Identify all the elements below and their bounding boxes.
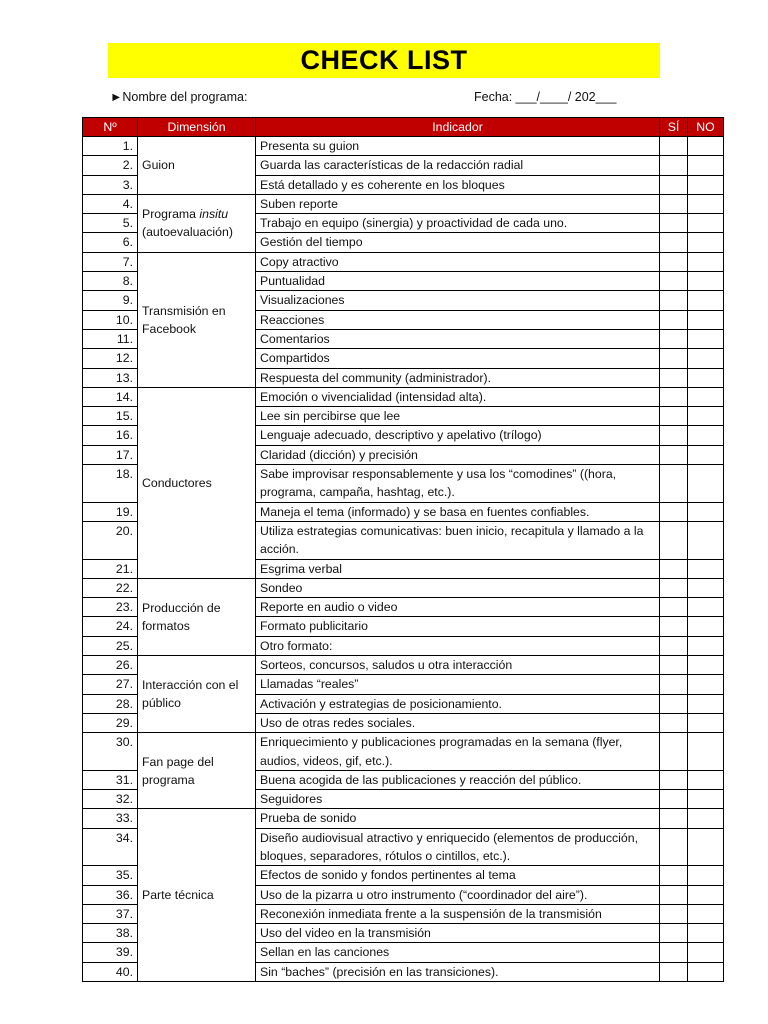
yes-checkbox-cell[interactable]	[660, 310, 688, 329]
no-checkbox-cell[interactable]	[688, 656, 724, 675]
indicator-text: Emoción o vivencialidad (intensidad alta).	[256, 387, 660, 406]
indicator-text: Presenta su guion	[256, 137, 660, 156]
indicator-text: Buena acogida de las publicaciones y reacción del público.	[256, 770, 660, 789]
yes-checkbox-cell[interactable]	[660, 828, 688, 866]
yes-checkbox-cell[interactable]	[660, 924, 688, 943]
table-row	[83, 194, 724, 213]
row-number: 2.	[83, 156, 138, 175]
no-checkbox-cell[interactable]	[688, 636, 724, 655]
no-checkbox-cell[interactable]	[688, 617, 724, 636]
row-number: 4.	[83, 194, 138, 213]
yes-checkbox-cell[interactable]	[660, 272, 688, 291]
row-number: 33.	[83, 809, 138, 828]
indicator-text: Reporte en audio o video	[256, 598, 660, 617]
indicator-text: Sorteos, concursos, saludos u otra interacción	[256, 656, 660, 675]
dimension-label: Producción de formatos	[142, 600, 221, 633]
indicator-text: Llamadas “reales”	[256, 675, 660, 694]
no-checkbox-cell[interactable]	[688, 828, 724, 866]
yes-checkbox-cell[interactable]	[660, 694, 688, 713]
row-number: 21.	[83, 559, 138, 578]
no-checkbox-cell[interactable]	[688, 904, 724, 923]
indicator-text: Seguidores	[256, 790, 660, 809]
row-number: 16.	[83, 426, 138, 445]
no-checkbox-cell[interactable]	[688, 770, 724, 789]
yes-checkbox-cell[interactable]	[660, 407, 688, 426]
no-checkbox-cell[interactable]	[688, 578, 724, 597]
table-row	[83, 387, 724, 406]
row-number: 24.	[83, 617, 138, 636]
no-checkbox-cell[interactable]	[688, 465, 724, 503]
table-row	[83, 578, 724, 597]
no-checkbox-cell[interactable]	[688, 252, 724, 271]
row-number: 18.	[83, 465, 138, 503]
indicator-text: Suben reporte	[256, 194, 660, 213]
row-number: 36.	[83, 885, 138, 904]
indicator-text: Reacciones	[256, 310, 660, 329]
indicator-text: Otro formato:	[256, 636, 660, 655]
no-checkbox-cell[interactable]	[688, 866, 724, 885]
yes-checkbox-cell[interactable]	[660, 214, 688, 233]
row-number: 27.	[83, 675, 138, 694]
no-checkbox-cell[interactable]	[688, 214, 724, 233]
no-checkbox-cell[interactable]	[688, 407, 724, 426]
header-indicator: Indicador	[256, 118, 660, 137]
row-number: 25.	[83, 636, 138, 655]
table-row	[83, 137, 724, 156]
yes-checkbox-cell[interactable]	[660, 866, 688, 885]
date-label: Fecha: ___/____/ 202___	[474, 90, 617, 104]
no-checkbox-cell[interactable]	[688, 943, 724, 962]
yes-checkbox-cell[interactable]	[660, 291, 688, 310]
no-checkbox-cell[interactable]	[688, 426, 724, 445]
yes-checkbox-cell[interactable]	[660, 156, 688, 175]
row-number: 14.	[83, 387, 138, 406]
yes-checkbox-cell[interactable]	[660, 194, 688, 213]
indicator-text: Lenguaje adecuado, descriptivo y apelativo (trílogo)	[256, 426, 660, 445]
indicator-text: Diseño audiovisual atractivo y enriquecido (elementos de producción, bloques, separadores, rótulos o cintillos, etc.).	[256, 828, 660, 866]
dimension-label: Interacción con el público	[142, 677, 239, 711]
yes-checkbox-cell[interactable]	[660, 445, 688, 464]
yes-checkbox-cell[interactable]	[660, 387, 688, 406]
indicator-text: Sellan en las canciones	[256, 943, 660, 962]
indicator-text: Lee sin percibirse que lee	[256, 407, 660, 426]
indicator-text: Claridad (dicción) y precisión	[256, 445, 660, 464]
title-banner	[108, 43, 660, 78]
yes-checkbox-cell[interactable]	[660, 233, 688, 252]
no-checkbox-cell[interactable]	[688, 675, 724, 694]
indicator-text: Uso de la pizarra u otro instrumento (“coordinador del aire”).	[256, 885, 660, 904]
indicator-text: Visualizaciones	[256, 291, 660, 310]
dimension-label: Fan page del programa	[142, 754, 214, 787]
yes-checkbox-cell[interactable]	[660, 465, 688, 503]
no-checkbox-cell[interactable]	[688, 194, 724, 213]
dimension-cell	[138, 733, 256, 809]
indicator-text: Compartidos	[256, 349, 660, 368]
yes-checkbox-cell[interactable]	[660, 368, 688, 387]
indicator-text: Efectos de sonido y fondos pertinentes al tema	[256, 866, 660, 885]
indicator-text: Respuesta del community (administrador).	[256, 368, 660, 387]
dimension-cell	[138, 387, 256, 578]
header-number: Nº	[83, 118, 138, 137]
no-checkbox-cell[interactable]	[688, 521, 724, 559]
dimension-label-italic: insitu	[199, 207, 229, 222]
yes-checkbox-cell[interactable]	[660, 175, 688, 194]
no-checkbox-cell[interactable]	[688, 559, 724, 578]
indicator-text: Prueba de sonido	[256, 809, 660, 828]
indicator-text: Enriquecimiento y publicaciones programadas en la semana (flyer, audios, videos, gif, etc.).	[256, 733, 660, 771]
table-row	[83, 733, 724, 771]
dimension-label-sub: (autoevaluación)	[142, 225, 233, 240]
dimension-cell	[138, 137, 256, 195]
indicator-text: Reconexión inmediata frente a la suspensión de la transmisión	[256, 904, 660, 923]
row-number: 26.	[83, 656, 138, 675]
yes-checkbox-cell[interactable]	[660, 904, 688, 923]
yes-checkbox-cell[interactable]	[660, 252, 688, 271]
indicator-text: Sabe improvisar responsablemente y usa los “comodines” ((hora, programa, campaña, hashtag, etc.).	[256, 465, 660, 503]
row-number: 40.	[83, 962, 138, 981]
yes-checkbox-cell[interactable]	[660, 962, 688, 981]
table-row	[83, 656, 724, 675]
yes-checkbox-cell[interactable]	[660, 713, 688, 732]
yes-checkbox-cell[interactable]	[660, 502, 688, 521]
indicator-text: Puntualidad	[256, 272, 660, 291]
no-checkbox-cell[interactable]	[688, 924, 724, 943]
yes-checkbox-cell[interactable]	[660, 617, 688, 636]
no-checkbox-cell[interactable]	[688, 713, 724, 732]
row-number: 34.	[83, 828, 138, 866]
row-number: 7.	[83, 252, 138, 271]
yes-checkbox-cell[interactable]	[660, 770, 688, 789]
indicator-text: Utiliza estrategias comunicativas: buen inicio, recapitula y llamado a la acción.	[256, 521, 660, 559]
no-checkbox-cell[interactable]	[688, 962, 724, 981]
no-checkbox-cell[interactable]	[688, 291, 724, 310]
row-number: 8.	[83, 272, 138, 291]
no-checkbox-cell[interactable]	[688, 387, 724, 406]
no-checkbox-cell[interactable]	[688, 349, 724, 368]
no-checkbox-cell[interactable]	[688, 502, 724, 521]
row-number: 11.	[83, 329, 138, 348]
page-title: CHECK LIST	[300, 45, 468, 75]
row-number: 15.	[83, 407, 138, 426]
row-number: 31.	[83, 770, 138, 789]
no-checkbox-cell[interactable]	[688, 137, 724, 156]
indicator-text: Maneja el tema (informado) y se basa en fuentes confiables.	[256, 502, 660, 521]
no-checkbox-cell[interactable]	[688, 310, 724, 329]
dimension-label: Transmisión en Facebook	[142, 303, 226, 336]
row-number: 17.	[83, 445, 138, 464]
indicator-text: Uso de otras redes sociales.	[256, 713, 660, 732]
indicator-text: Copy atractivo	[256, 252, 660, 271]
indicator-text: Activación y estrategias de posicionamiento.	[256, 694, 660, 713]
no-checkbox-cell[interactable]	[688, 445, 724, 464]
row-number: 28.	[83, 694, 138, 713]
row-number: 37.	[83, 904, 138, 923]
row-number: 22.	[83, 578, 138, 597]
row-number: 19.	[83, 502, 138, 521]
yes-checkbox-cell[interactable]	[660, 578, 688, 597]
indicator-text: Formato publicitario	[256, 617, 660, 636]
row-number: 6.	[83, 233, 138, 252]
row-number: 32.	[83, 790, 138, 809]
indicator-text: Sin “baches” (precisión en las transiciones).	[256, 962, 660, 981]
no-checkbox-cell[interactable]	[688, 175, 724, 194]
yes-checkbox-cell[interactable]	[660, 137, 688, 156]
no-checkbox-cell[interactable]	[688, 272, 724, 291]
indicator-text: Uso del video en la transmisión	[256, 924, 660, 943]
yes-checkbox-cell[interactable]	[660, 598, 688, 617]
row-number: 3.	[83, 175, 138, 194]
indicator-text: Comentarios	[256, 329, 660, 348]
yes-checkbox-cell[interactable]	[660, 426, 688, 445]
row-number: 30.	[83, 733, 138, 771]
header-no: NO	[688, 118, 724, 137]
program-name-label: ►Nombre del programa:	[110, 90, 248, 104]
no-checkbox-cell[interactable]	[688, 329, 724, 348]
no-checkbox-cell[interactable]	[688, 694, 724, 713]
dimension-cell	[138, 809, 256, 982]
row-number: 1.	[83, 137, 138, 156]
row-number: 23.	[83, 598, 138, 617]
yes-checkbox-cell[interactable]	[660, 675, 688, 694]
row-number: 13.	[83, 368, 138, 387]
no-checkbox-cell[interactable]	[688, 598, 724, 617]
dimension-cell	[138, 578, 256, 655]
no-checkbox-cell[interactable]	[688, 733, 724, 771]
yes-checkbox-cell[interactable]	[660, 790, 688, 809]
row-number: 35.	[83, 866, 138, 885]
row-number: 38.	[83, 924, 138, 943]
row-number: 29.	[83, 713, 138, 732]
dimension-label: Parte técnica	[142, 888, 214, 903]
dimension-label: Programa	[142, 207, 200, 222]
no-checkbox-cell[interactable]	[688, 156, 724, 175]
table-row	[83, 252, 724, 271]
yes-checkbox-cell[interactable]	[660, 809, 688, 828]
indicator-text: Está detallado y es coherente en los bloques	[256, 175, 660, 194]
yes-checkbox-cell[interactable]	[660, 349, 688, 368]
no-checkbox-cell[interactable]	[688, 790, 724, 809]
row-number: 5.	[83, 214, 138, 233]
row-number: 10.	[83, 310, 138, 329]
yes-checkbox-cell[interactable]	[660, 733, 688, 771]
indicator-text: Esgrima verbal	[256, 559, 660, 578]
dimension-cell	[138, 656, 256, 733]
yes-checkbox-cell[interactable]	[660, 521, 688, 559]
yes-checkbox-cell[interactable]	[660, 656, 688, 675]
indicator-text: Gestión del tiempo	[256, 233, 660, 252]
dimension-label: Conductores	[142, 475, 212, 490]
dimension-label: Guion	[142, 158, 175, 173]
yes-checkbox-cell[interactable]	[660, 636, 688, 655]
row-number: 12.	[83, 349, 138, 368]
checklist-table	[82, 117, 724, 982]
row-number: 20.	[83, 521, 138, 559]
no-checkbox-cell[interactable]	[688, 809, 724, 828]
dimension-cell	[138, 194, 256, 252]
row-number: 39.	[83, 943, 138, 962]
yes-checkbox-cell[interactable]	[660, 943, 688, 962]
no-checkbox-cell[interactable]	[688, 233, 724, 252]
indicator-text: Sondeo	[256, 578, 660, 597]
table-row	[83, 809, 724, 828]
yes-checkbox-cell[interactable]	[660, 885, 688, 904]
yes-checkbox-cell[interactable]	[660, 329, 688, 348]
indicator-text: Trabajo en equipo (sinergia) y proactividad de cada uno.	[256, 214, 660, 233]
dimension-cell	[138, 252, 256, 387]
no-checkbox-cell[interactable]	[688, 368, 724, 387]
table-header-row	[83, 118, 724, 137]
indicator-text: Guarda las características de la redacción radial	[256, 156, 660, 175]
header-dimension: Dimensión	[138, 118, 256, 137]
yes-checkbox-cell[interactable]	[660, 559, 688, 578]
header-yes: SÍ	[660, 118, 688, 137]
no-checkbox-cell[interactable]	[688, 885, 724, 904]
row-number: 9.	[83, 291, 138, 310]
